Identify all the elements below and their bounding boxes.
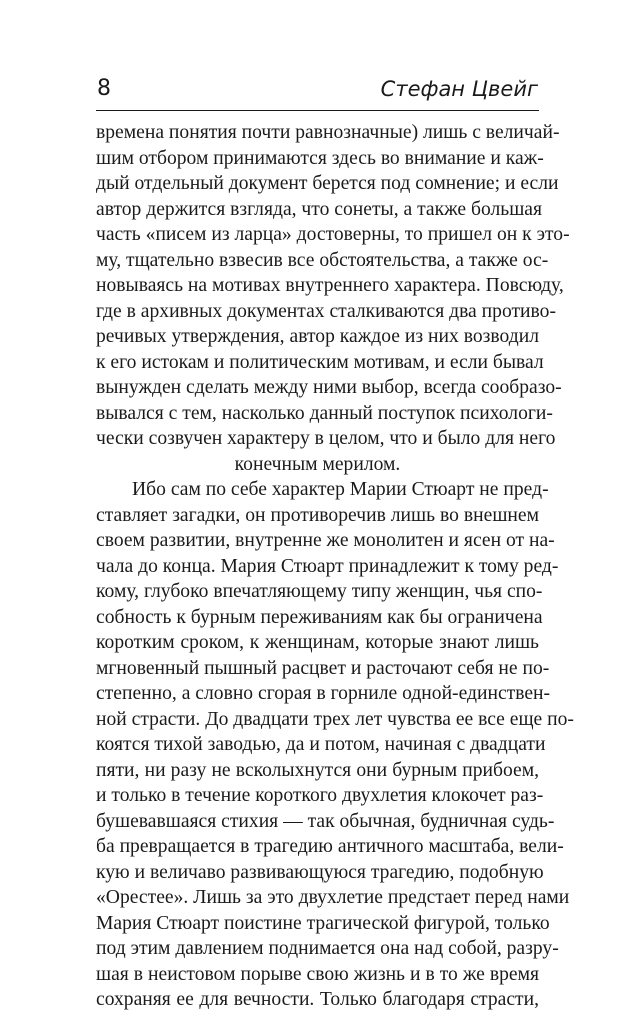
text-line: ной страсти. До двадцати трех лет чувства ее все еще по- [96, 708, 574, 730]
text-line: собность к бурным переживаниям как бы ограничена [96, 606, 543, 628]
text-line: Ибо сам по себе характер Марии Стюарт не пред- [132, 479, 549, 500]
text-line: вывался с тем, насколько данный поступок психологи- [96, 402, 553, 424]
paragraph [96, 120, 570, 477]
text-line: где в архивных документах сталкиваются два противо- [96, 300, 556, 322]
text-line: ставляет загадки, он противоречив лишь во внешнем [96, 504, 539, 526]
paragraph [96, 477, 574, 1013]
page-body-text [96, 120, 574, 1013]
text-line: степенно, а словно сгорая в горниле одной-единствен- [96, 683, 551, 704]
text-line: коятся тихой заводью, да и потом, начиная с двадцати [96, 734, 546, 755]
text-line: шим отбором принимаются здесь во внимание и каж- [96, 147, 544, 169]
text-line: Мария Стюарт поистине трагической фигурой, только [96, 912, 550, 934]
text-line: дый отдельный документ берется под сомнение; и если [96, 173, 559, 194]
text-line: и только в течение короткого двухлетия клокочет раз- [96, 785, 544, 806]
page-header [96, 76, 538, 106]
text-line: времена понятия почти равнозначные) лишь с величай- [96, 122, 560, 143]
text-line: сохраняя ее для вечности. Только благодаря страсти, [96, 989, 539, 1010]
text-line: коротким сроком, к женщинам, которые знают лишь [96, 632, 539, 653]
text-line: конечным мерилом. [234, 453, 401, 475]
page-number: 8 [97, 76, 111, 101]
text-line: пяти, ни разу не всколыхнутся они бурным прибоем, [96, 759, 539, 781]
text-line: к его истокам и политическим мотивам, и если бывал [96, 351, 544, 373]
text-line: чески созвучен характеру в целом, что и было для него [96, 428, 556, 449]
text-line: автор держится взгляда, что сонеты, а также большая [96, 198, 542, 220]
text-line: вынужден сделать между ними выбор, всегда сообразо- [96, 377, 562, 398]
text-line: новываясь на мотивах внутреннего характера. Повсюду, [96, 275, 564, 296]
text-line: под этим давлением поднимается она над собой, разру- [96, 938, 559, 959]
text-line: ба превращается в трагедию античного масштаба, вели- [96, 836, 564, 857]
header-divider [96, 110, 539, 111]
text-line: мгновенный пышный расцвет и расточают себя не по- [96, 657, 550, 679]
running-head-author: Стефан Цвейг [380, 77, 538, 101]
text-line: часть «писем из ларца» достоверны, то пришел он к это- [96, 224, 570, 245]
text-line: своем развитии, внутренне же монолитен и ясен от на- [96, 530, 555, 551]
text-line: «Орестее». Лишь за это двухлетие предстает перед нами [96, 887, 570, 908]
text-line: шая в неистовом порыве свою жизнь и в то же время [96, 963, 539, 985]
text-line: му, тщательно взвесив все обстоятельства, а также ос- [96, 249, 549, 271]
text-line: речивых утверждения, автор каждое из них возводил [96, 326, 539, 347]
text-line: кому, глубоко впечатляющему типу женщин, чья спо- [96, 581, 543, 602]
text-line: чала до конца. Мария Стюарт принадлежит к тому ред- [96, 555, 559, 577]
text-line: кую и величаво развивающуюся трагедию, подобную [96, 861, 544, 883]
text-line: бушевавшаяся стихия — так обычная, будничная судь- [96, 810, 555, 832]
